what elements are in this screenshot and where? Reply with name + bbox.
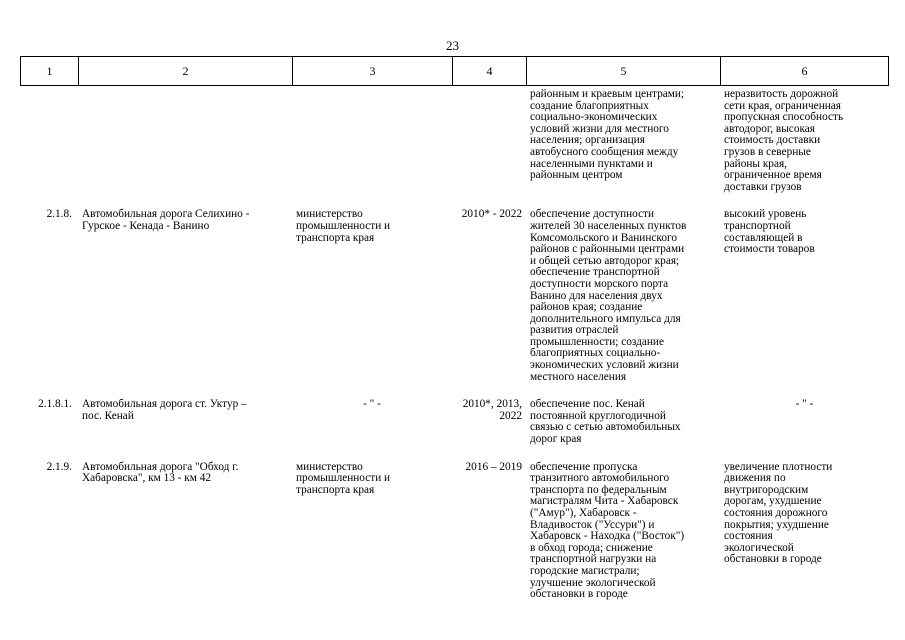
problems: - " - bbox=[795, 398, 814, 411]
goals: обеспечение доступности жителей 30 населенных пунктов Комсомольского и Ванинского районов с районными центрами и общей сетью автодорог края; обеспечение транспортной доступности морского порта Ванино для населения двух районов края; создание дополнительного импульса для развития отраслей промышленности; создание благоприятных социально- экономических условий жизни местного населения bbox=[530, 208, 687, 383]
road-name: Автомобильная дорога "Обход г. Хабаровска", км 13 - км 42 bbox=[82, 460, 239, 485]
row-number: 2.1.9. bbox=[46, 460, 72, 473]
problems: неразвитость дорожной сети края, ограниченная пропускная способность автодорог, высокая стоимость доставки грузов в северные районы края, ограниченное время доставки грузов bbox=[724, 88, 844, 193]
header-col-5: 5 bbox=[526, 57, 720, 85]
road-name: Автомобильная дорога Селихино - Гурское - Кенада - Ванино bbox=[82, 208, 250, 232]
period: 2010*, 2013, 2022 bbox=[462, 398, 522, 422]
road-name: Автомобильная дорога ст. Уктур – пос. Кенай bbox=[82, 398, 247, 422]
agency bbox=[292, 89, 452, 193]
period bbox=[452, 89, 526, 193]
agency: министерство промышленности и транспорта края bbox=[296, 208, 391, 244]
table-row bbox=[20, 462, 889, 601]
header-col-6: 6 bbox=[720, 57, 889, 85]
page-number: 23 bbox=[446, 38, 459, 53]
goals: районным и краевым центрами; создание благоприятных социально-экономических условий жизни для местного населения; организация автобусного сообщения между населенными пунктами и районным центром bbox=[530, 88, 685, 182]
period: 2016 – 2019 bbox=[465, 460, 522, 473]
road-name bbox=[78, 89, 292, 193]
header-col-4: 4 bbox=[452, 57, 526, 85]
problems: высокий уровень транспортной составляющей в стоимости товаров bbox=[724, 208, 815, 256]
agency: министерство промышленности и транспорта края bbox=[296, 460, 391, 496]
table-row bbox=[20, 399, 889, 445]
table-row bbox=[20, 209, 889, 383]
row-number: 2.1.8. bbox=[46, 208, 72, 221]
table-header bbox=[20, 56, 889, 86]
row-number bbox=[20, 89, 78, 193]
period: 2010* - 2022 bbox=[461, 208, 522, 221]
table-row bbox=[20, 89, 889, 193]
goals: обеспечение пропуска транзитного автомобильного транспорта по федеральным магистралям Чита - Хабаровск ("Амур"), Хабаровск - Владивосток ("Уссури") и Хабаровск - Находка ("Восток") в обход города; снижение транспортной нагрузки на городские магистрали; улучшение экологической обстановки в городе bbox=[530, 460, 685, 601]
header-col-2: 2 bbox=[78, 57, 292, 85]
header-col-3: 3 bbox=[292, 57, 452, 85]
row-number: 2.1.8.1. bbox=[38, 398, 72, 411]
goals: обеспечение пос. Кенай постоянной круглогодичной связью с сетью автомобильных дорог края bbox=[530, 398, 681, 446]
agency: - " - bbox=[363, 398, 381, 411]
table-body bbox=[20, 89, 889, 601]
header-col-1: 1 bbox=[20, 57, 78, 85]
problems: увеличение плотности движения по внутригородским дорогам, ухудшение состояния дорожного покрытия; ухудшение состояния экологической обстановки в городе bbox=[724, 460, 833, 566]
